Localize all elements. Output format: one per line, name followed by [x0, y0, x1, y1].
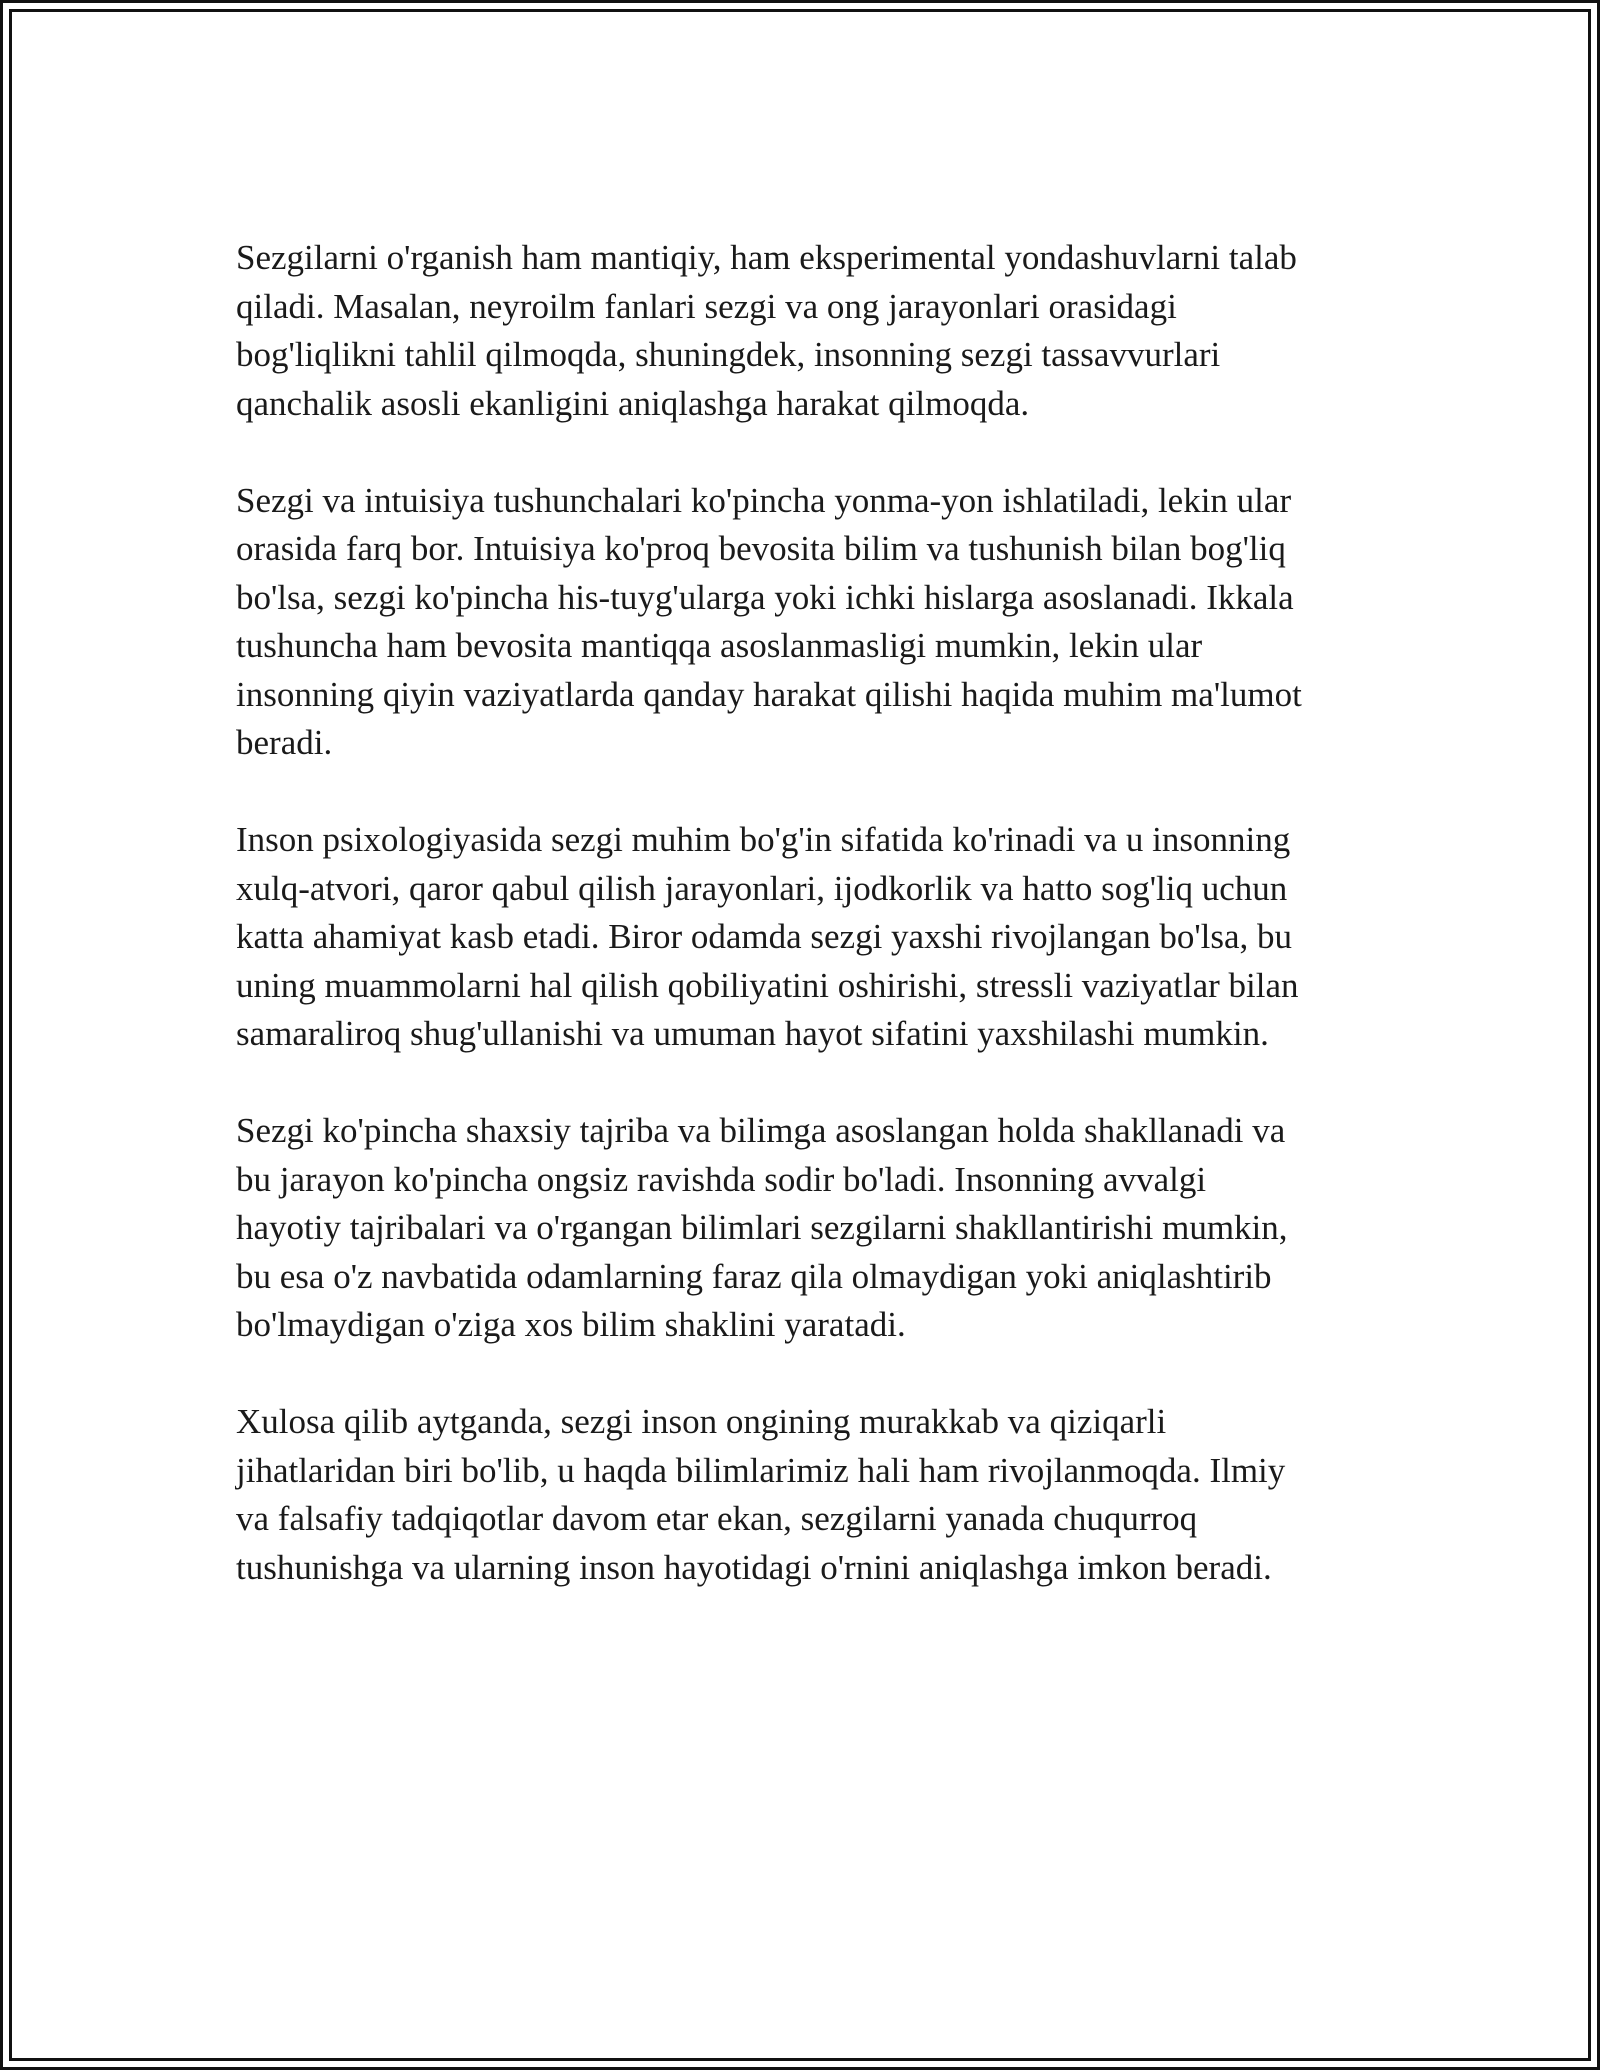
- paragraph: Sezgilarni o'rganish ham mantiqiy, ham eksperimental yondashuvlarni talab qiladi. Masalan, neyroilm fanlari sezgi va ong jarayonlari orasidagi bog'liqlikni tahlil qilmoqda, shuningdek, insonning sezgi tassavvurlari qanchalik asosli ekanligini aniqlashga harakat qilmoqda.: [236, 238, 1297, 423]
- document-body: [236, 234, 1366, 1641]
- paragraph: Sezgi ko'pincha shaxsiy tajriba va bilimga asoslangan holda shakllanadi va bu jarayon ko'pincha ongsiz ravishda sodir bo'ladi. Insonning avvalgi hayotiy tajribalari va o'rgangan bilimlari sezgilarni shakllantirishi mumkin, bu esa o'z navbatida odamlarning faraz qila olmaydigan yoki aniqlashtirib bo'lmaydigan o'ziga xos bilim shaklini yaratadi.: [236, 1111, 1288, 1344]
- paragraph: Sezgi va intuisiya tushunchalari ko'pincha yonma-yon ishlatiladi, lekin ular orasida farq bor. Intuisiya ko'proq bevosita bilim va tushunish bilan bog'liq bo'lsa, sezgi ko'pincha his-tuyg'ularga yoki ichki hislarga asoslanadi. Ikkala tushuncha ham bevosita mantiqqa asoslanmasligi mumkin, lekin ular insonning qiyin vaziyatlarda qanday harakat qilishi haqida muhim ma'lumot beradi.: [236, 480, 1302, 762]
- paragraph: Inson psixologiyasida sezgi muhim bo'g'in sifatida ko'rinadi va u insonning xulq-atvori, qaror qabul qilish jarayonlari, ijodkorlik va hatto sog'liq uchun katta ahamiyat kasb etadi. Biror odamda sezgi yaxshi rivojlangan bo'lsa, bu uning muammolarni hal qilish qobiliyatini oshirishi, stressli vaziyatlar bilan samaraliroq shug'ullanishi va umuman hayot sifatini yaxshilashi mumkin.: [236, 820, 1299, 1053]
- paragraph: Xulosa qilib aytganda, sezgi inson ongining murakkab va qiziqarli jihatlaridan biri bo'lib, u haqda bilimlarimiz hali ham rivojlanmoqda. Ilmiy va falsafiy tadqiqotlar davom etar ekan, sezgilarni yanada chuqurroq tushunishga va ularning inson hayotidagi o'rnini aniqlashga imkon beradi.: [236, 1402, 1286, 1587]
